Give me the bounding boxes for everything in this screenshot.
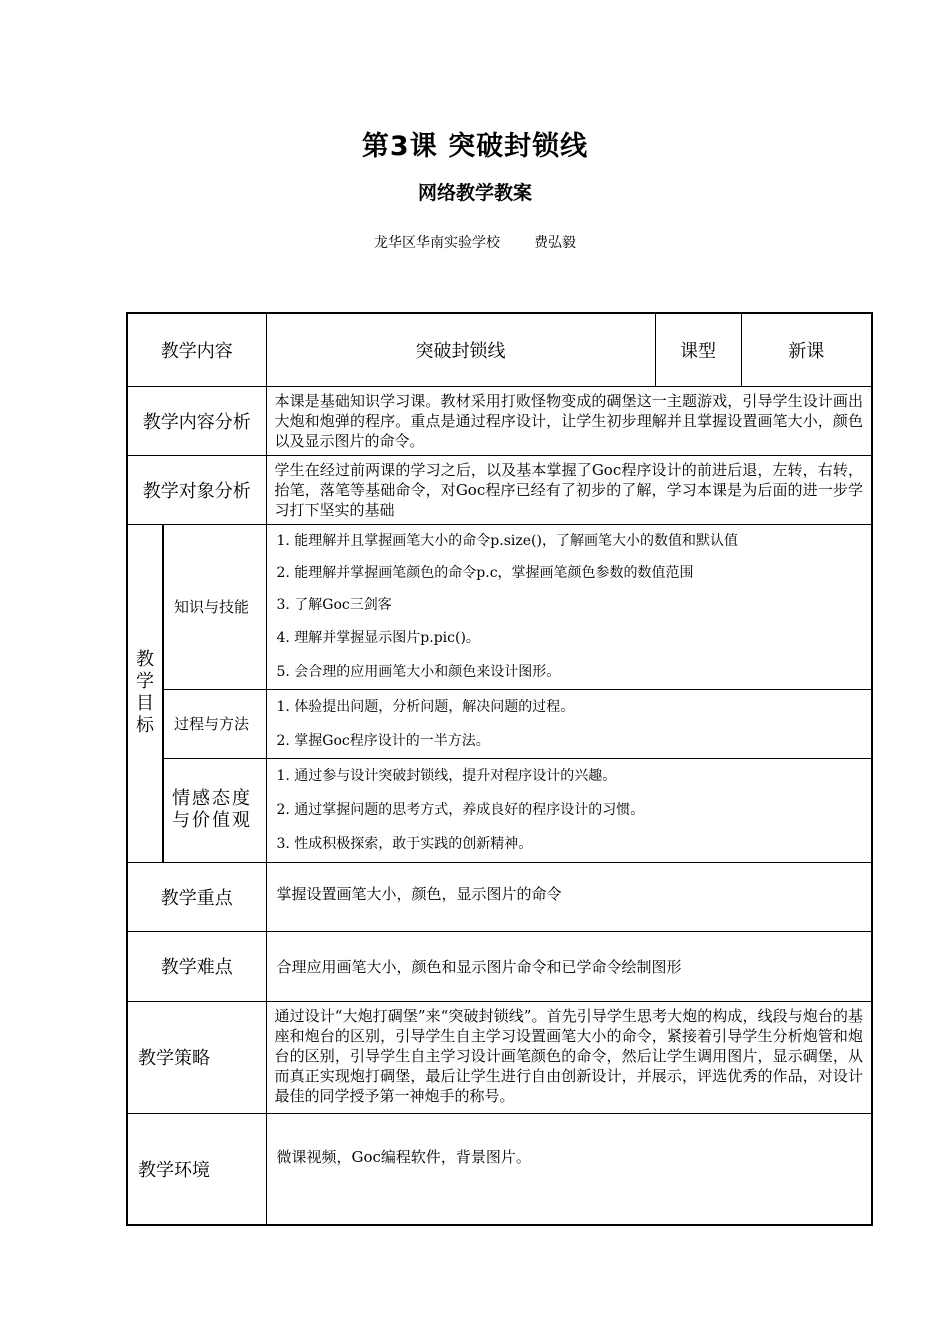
table-row bbox=[127, 1113, 872, 1225]
strategy-text: 通过设计“大炮打碉堡”来“突破封锁线”。首先引导学生思考大炮的构成，线段与炮台的基座和炮台的区别，引导学生自主学习设置画笔大小的命令，紧接着引导学生分析炮管和炮台的区别，引导学生自主学习设计画笔颜色的命令，然后让学生调用图片，显示碉堡，从而真正实现炮打碉堡，最后让学生进行自由创新设计，并展示，评选优秀的作品，对设计最佳的同学授予第一神炮手的称号。 bbox=[266, 1001, 872, 1113]
list-item: 3. 了解Goc三剑客 bbox=[276, 596, 392, 613]
table-row bbox=[127, 758, 872, 862]
process-label: 过程与方法 bbox=[163, 689, 266, 758]
difficulty-label: 教学难点 bbox=[127, 931, 266, 1001]
table-row bbox=[127, 862, 872, 931]
key-text: 掌握设置画笔大小，颜色，显示图片的命令 bbox=[266, 862, 872, 931]
environment-text: 微课视频，Goc编程软件，背景图片。 bbox=[266, 1113, 872, 1225]
list-item: 1. 通过参与设计突破封锁线，提升对程序设计的兴趣。 bbox=[276, 768, 617, 784]
goals-label: 教 学 目 标 bbox=[127, 524, 163, 862]
list-item: 2. 能理解并掌握画笔颜色的命令p.c，掌握画笔颜色参数的数值范围 bbox=[276, 564, 694, 581]
knowledge-list bbox=[266, 524, 872, 689]
table-row bbox=[127, 313, 872, 386]
list-item: 2. 掌握Goc程序设计的一半方法。 bbox=[276, 732, 490, 749]
audience-label: 教学对象分析 bbox=[127, 455, 266, 524]
table-row bbox=[127, 386, 872, 455]
content-label: 教学内容 bbox=[127, 313, 266, 386]
list-item: 3. 性成积极探索，敢于实践的创新精神。 bbox=[276, 836, 533, 852]
list-item: 4. 理解并掌握显示图片p.pic()。 bbox=[276, 629, 480, 646]
type-value: 新课 bbox=[741, 313, 872, 386]
table-row bbox=[127, 455, 872, 524]
author-line bbox=[0, 232, 950, 252]
difficulty-text: 合理应用画笔大小，颜色和显示图片命令和已学命令绘制图形 bbox=[266, 931, 872, 1001]
environment-label: 教学环境 bbox=[127, 1113, 266, 1225]
school-name: 龙华区华南实验学校 bbox=[374, 235, 500, 251]
table-row bbox=[127, 524, 872, 689]
list-item: 1. 体验提出问题，分析问题，解决问题的过程。 bbox=[276, 698, 575, 715]
table-row bbox=[127, 689, 872, 758]
type-label: 课型 bbox=[655, 313, 741, 386]
content-value: 突破封锁线 bbox=[266, 313, 655, 386]
list-item: 5. 会合理的应用画笔大小和颜色来设计图形。 bbox=[276, 663, 561, 680]
table-row bbox=[127, 1001, 872, 1113]
page-subtitle: 网络教学教案 bbox=[417, 182, 532, 204]
attitude-label: 情感态度与价值观 bbox=[163, 758, 266, 862]
list-item: 1. 能理解并且掌握画笔大小的命令p.size()，了解画笔大小的数值和默认值 bbox=[276, 532, 738, 549]
table-row bbox=[127, 931, 872, 1001]
audience-text: 学生在经过前两课的学习之后，以及基本掌握了Goc程序设计的前进后退，左转，右转，抬笔，落笔等基础命令，对Goc程序已经有了初步的了解，学习本课是为后面的进一步学习打下坚实的基础 bbox=[266, 455, 872, 524]
lesson-plan-table bbox=[126, 312, 873, 1226]
page-title: 第3课 突破封锁线 bbox=[361, 131, 589, 162]
content-analysis-label: 教学内容分析 bbox=[127, 386, 266, 455]
teacher-name: 费弘毅 bbox=[534, 235, 576, 251]
content-analysis-text: 本课是基础知识学习课。教材采用打败怪物变成的碉堡这一主题游戏，引导学生设计画出大炮和炮弹的程序。重点是通过程序设计，让学生初步理解并且掌握设置画笔大小，颜色以及显示图片的命令。 bbox=[266, 386, 872, 455]
knowledge-label: 知识与技能 bbox=[163, 524, 266, 689]
attitude-list bbox=[266, 758, 872, 862]
process-list bbox=[266, 689, 872, 758]
key-label: 教学重点 bbox=[127, 862, 266, 931]
list-item: 2. 通过掌握问题的思考方式，养成良好的程序设计的习惯。 bbox=[276, 802, 645, 818]
strategy-label: 教学策略 bbox=[127, 1001, 266, 1113]
